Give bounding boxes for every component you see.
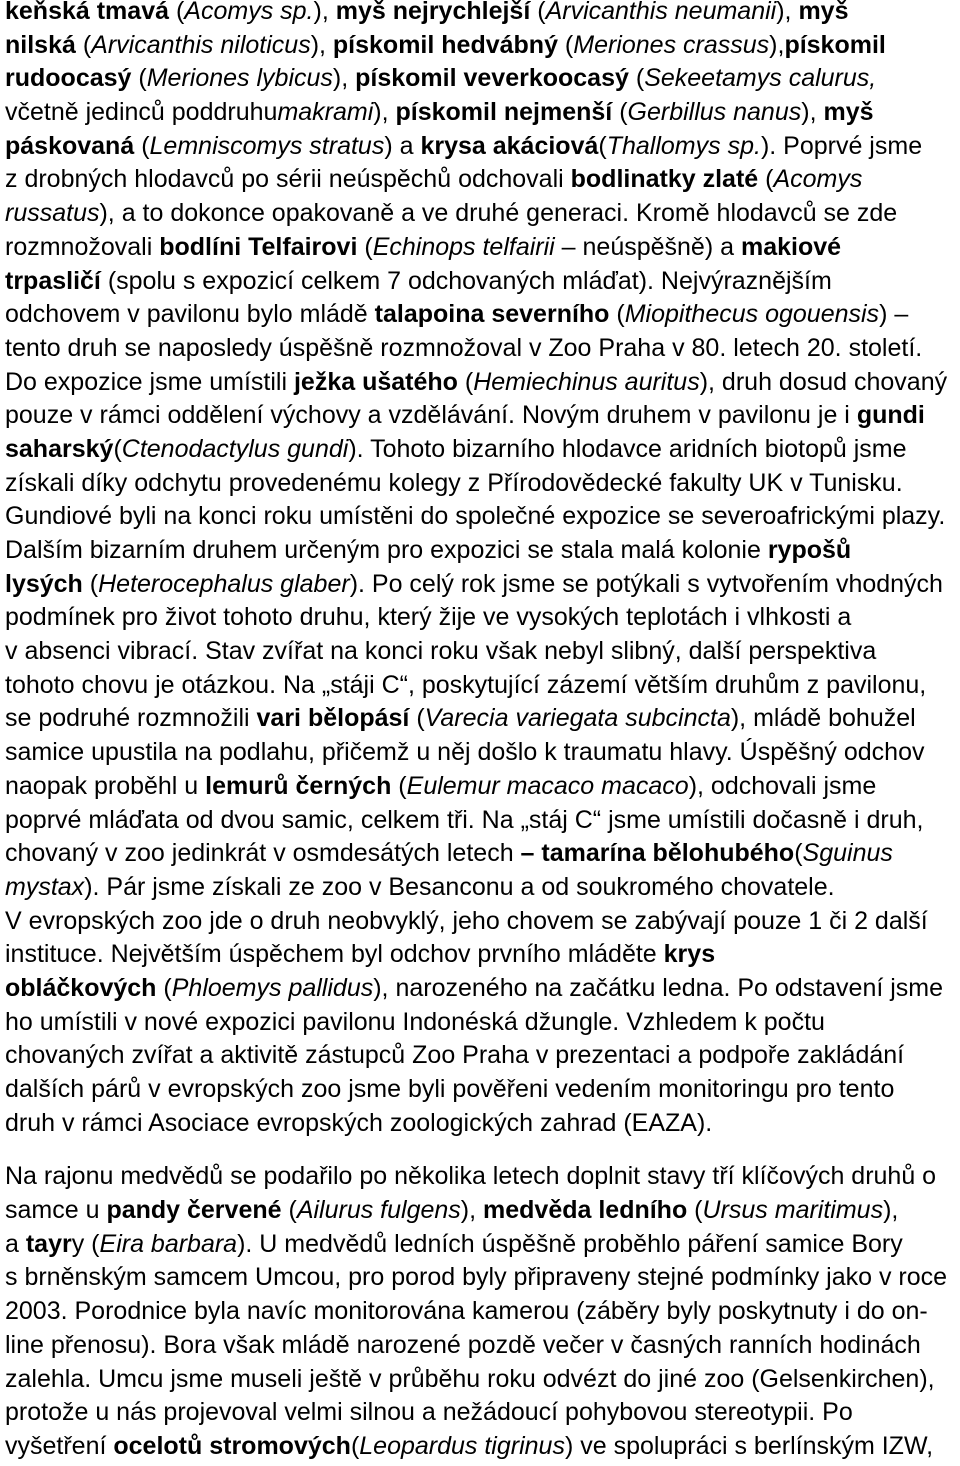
text-run: ) – [879,300,909,329]
text-run: (spolu s expozicí celkem 7 odchovaných mláďat). Nejvýraznějším [100,266,832,295]
text-run: Do expozice jsme umístili [5,367,294,396]
text-line [5,1006,955,1040]
text-line [5,298,955,332]
text-run: ( [281,1196,297,1225]
text-run: ), [883,1196,899,1225]
text-line [5,837,955,871]
text-run: ). Poprvé jsme [760,131,923,160]
text-line [5,871,955,905]
text-run: ), [313,0,336,25]
bold-text: myš [823,98,874,127]
text-run: ( [628,64,645,93]
text-line [5,163,955,197]
italic-text: Thallomys sp. [606,131,761,160]
text-line [5,231,955,265]
italic-text: Acomys [773,165,863,194]
text-line [5,130,955,164]
text-run: instituce. Největším úspěchem byl odchov prvního mláděte [5,940,664,969]
italic-text: Sguinus [802,839,893,868]
text-line [5,1295,955,1329]
text-run: získali díky odchytu provedenému kolegy z Přírodovědecké fakulty UK v Tunisku. [5,468,903,497]
text-line [5,905,955,939]
text-run: pouze v rámci oddělení výchovy a vzdělávání. Novým druhem v pavilonu je i [5,401,857,430]
text-run: ). Po celý rok jsme se potýkali s vytvořením vhodných [349,569,943,598]
bold-text: – tamarína bělohubého [520,839,795,868]
text-run: ), [460,1196,484,1225]
text-line [5,1194,955,1228]
text-run: ( [131,64,147,93]
italic-text: Lemniscomys stratus [149,131,385,160]
text-run: protože u nás projevoval velmi silnou a nežádoucí pohybovou stereotypii. Po [5,1398,853,1427]
bold-text: keňská tmavá [5,0,170,25]
text-run: ( [409,704,425,733]
text-run: zalehla. Umcu jsme museli ještě v průběhu roku odvézt do jiné zoo (Gelsenkirchen), [5,1364,935,1393]
italic-text: russatus [5,199,100,228]
bold-text: bodlinatky zlaté [570,165,759,194]
text-run: s brněnským samcem Umcou, pro porod byly připraveny stejné podmínky jako v roce [5,1263,948,1292]
text-run: ( [794,839,803,868]
text-run: Na rajonu medvědů se podařilo po několika letech doplnit stavy tří klíčových druhů o [5,1162,937,1191]
text-run: ), [332,64,356,93]
text-line [5,1396,955,1430]
text-run: ( [598,131,607,160]
text-line [5,770,955,804]
paragraph [5,0,955,1140]
bold-text: talapoina severního [374,300,610,329]
text-run: ( [557,30,574,59]
bold-text: trpasličí [5,266,101,295]
text-run: podmínek pro život tohoto druhu, který žije ve vysokých teplotách i vlhkosti a [5,603,852,632]
italic-text: Eira barbara [99,1229,238,1258]
text-run: ( [156,973,172,1002]
text-run: ), [801,98,824,127]
bold-text: pandy červené [106,1196,282,1225]
text-line [5,366,955,400]
text-run: se podruhé rozmnožili [5,704,257,733]
text-line [5,62,955,96]
text-run: ( [350,1431,360,1460]
text-run: ( [82,569,99,598]
text-run: odchovem v pavilonu bylo mládě [5,300,375,329]
text-run: a [5,1229,26,1258]
text-run: z drobných hlodavců po sérii neúspěchů odchovali [5,165,571,194]
text-line [5,265,955,299]
italic-text: Varecia variegata subcincta [424,704,731,733]
text-run: ( [687,1196,703,1225]
text-run: poprvé mláďata od dvou samic, celkem tři. Na „stáj C“ jsme umístili dočasně i druh, [5,805,924,834]
text-run: ), [310,30,333,59]
bold-text: lysých [5,569,83,598]
bold-text: medvěda ledního [483,1196,688,1225]
bold-text: bodlíni Telfairovi [159,232,358,261]
italic-text: Gerbillus nanus [627,98,802,127]
text-run: Gundiové byli na konci roku umístěni do společné expozice se severoafrickými plazy. [5,502,946,531]
text-line [5,568,955,602]
text-run: rozmnožovali [5,232,160,261]
italic-text: Ursus maritimus [702,1196,884,1225]
text-run: ( [134,131,150,160]
text-run: ( [75,30,92,59]
text-run: ) ve spolupráci s berlínským IZW, [564,1431,934,1460]
text-line [5,635,955,669]
text-line [5,1039,955,1073]
italic-text: Meriones lybicus [146,64,333,93]
italic-text: Leopardus tigrinus [359,1431,565,1460]
text-run: line přenosu). Bora však mládě narozené pozdě večer v časných ranních hodinách [5,1330,921,1359]
italic-text: Arvicanthis niloticus [91,30,311,59]
text-run: ), a to dokonce opakovaně a ve druhé generaci. Kromě hlodavců se zde [99,199,898,228]
bold-text: gundi [856,401,925,430]
text-line [5,601,955,635]
bold-text: rudoocasý [5,64,132,93]
text-run: y ( [71,1229,100,1258]
text-line [5,399,955,433]
text-run: tohoto chovu je otázkou. Na „stáji C“, poskytující zázemí větším druhům z pavilonu, [5,670,927,699]
text-run: ), narozeného na začátku ledna. Po odstavení jsme [373,973,944,1002]
text-line [5,1329,955,1363]
text-run: ( [609,300,625,329]
text-run: v absenci vibrací. Stav zvířat na konci roku však nebyl slibný, další perspektiva [5,637,877,666]
text-line [5,29,955,63]
bold-text: pískomil hedvábný [332,30,558,59]
italic-text: Sekeetamys calurus, [644,64,877,93]
text-run: ( [612,98,628,127]
text-line [5,972,955,1006]
document-body [5,0,955,1464]
text-run: naopak proběhl u [5,771,206,800]
text-line [5,534,955,568]
text-run: ), mládě bohužel [730,704,916,733]
bold-text: pískomil [784,30,886,59]
text-line [5,669,955,703]
text-line [5,1160,955,1194]
bold-text: pískomil nejmenší [395,98,613,127]
italic-text: Meriones crassus [573,30,770,59]
text-line [5,197,955,231]
bold-text: myš [798,0,849,25]
text-run: ( [391,771,407,800]
italic-text: Acomys sp. [184,0,314,25]
text-run: včetně jedinců poddruhu [5,98,278,127]
text-run: ), [373,98,396,127]
text-run: 2003. Porodnice byla navíc monitorována kamerou (záběry byly poskytnuty i do on- [5,1297,928,1326]
italic-text: Ailurus fulgens [296,1196,461,1225]
text-line [5,1228,955,1262]
text-run: dalších párů v evropských zoo jsme byli pověřeni vedením monitoringu pro tento [5,1075,895,1103]
italic-text: makrami [277,98,374,127]
text-run: ), [769,30,785,59]
bold-text: myš nejrychlejší [335,0,531,25]
text-line [5,1073,955,1107]
text-run: ( [457,367,474,396]
italic-text: Hemiechinus auritus [473,367,700,396]
text-line [5,96,955,130]
text-run: ( [169,0,185,25]
text-run: ( [113,434,122,463]
text-line [5,938,955,972]
text-line [5,736,955,770]
bold-text: krys [663,940,716,969]
text-line [5,1363,955,1397]
italic-text: mystax [5,872,85,901]
italic-text: Arvicanthis neumanii [545,0,777,25]
text-run: ( [530,0,546,25]
bold-text: pískomil veverkoocasý [355,64,629,93]
text-run: ( [758,165,774,194]
bold-text: makiové [740,232,842,261]
text-run: ), [776,0,799,25]
bold-text: ocelotů stromových [113,1431,351,1460]
text-line [5,702,955,736]
paragraph [5,1160,955,1463]
text-run: ), odchovali jsme [688,771,877,800]
bold-text: obláčkových [5,973,157,1002]
bold-text: tayr [25,1229,72,1258]
text-run: ). U medvědů ledních úspěšně proběhlo páření samice Bory [237,1229,903,1258]
text-line [5,804,955,838]
bold-text: krysa akáciová [420,131,599,160]
text-run: V evropských zoo jde o druh neobvyklý, jeho chovem se zabývají pouze 1 či 2 další [5,906,928,935]
bold-text: saharský [5,434,114,463]
bold-text: páskovaná [5,131,135,160]
text-run: ), druh dosud chovaný [699,367,948,396]
italic-text: Phloemys pallidus [171,973,374,1002]
text-line [5,500,955,534]
text-run: Dalším bizarním druhem určeným pro expozici se stala malá kolonie [5,536,768,564]
text-run: – neúspěšně) a [554,232,741,261]
bold-text: ježka ušatého [293,367,458,396]
text-line [5,467,955,501]
bold-text: rypošů [767,536,852,564]
italic-text: Ctenodactylus gundi [121,434,349,463]
italic-text: Heterocephalus glaber [98,569,350,598]
text-run: druh v rámci Asociace evropských zoologických zahrad (EAZA). [5,1108,713,1137]
text-run: ). Pár jsme získali ze zoo v Besanconu a od soukromého chovatele. [84,872,835,901]
text-run: ho umístili v nové expozici pavilonu Indonéská džungle. Vzhledem k počtu [5,1007,825,1036]
text-run: chovaných zvířat a aktivitě zástupců Zoo Praha v prezentaci a podpoře zakládání [5,1041,905,1070]
bold-text: lemurů černých [205,771,392,800]
text-run: ). Tohoto bizarního hlodavce aridních biotopů jsme [348,434,907,463]
italic-text: Miopithecus ogouensis [624,300,880,329]
italic-text: Echinops telfairii [372,232,555,261]
text-run: samce u [5,1196,107,1225]
text-run: vyšetření [5,1431,114,1460]
text-line [5,332,955,366]
text-line [5,1430,955,1464]
text-run: tento druh se naposledy úspěšně rozmnožoval v Zoo Praha v 80. letech 20. století. [5,333,923,362]
bold-text: nilská [5,30,76,59]
text-line [5,1261,955,1295]
italic-text: Eulemur macaco macaco [406,771,689,800]
text-run: ) a [384,131,421,160]
text-run: samice upustila na podlahu, přičemž u něj došlo k traumatu hlavy. Úspěšný odchov [5,738,925,767]
text-run: ( [357,232,373,261]
text-run: chovaný v zoo jedinkrát v osmdesátých letech [5,839,521,868]
text-line [5,0,955,29]
text-line [5,1107,955,1141]
bold-text: vari bělopásí [256,704,410,733]
text-line [5,433,955,467]
